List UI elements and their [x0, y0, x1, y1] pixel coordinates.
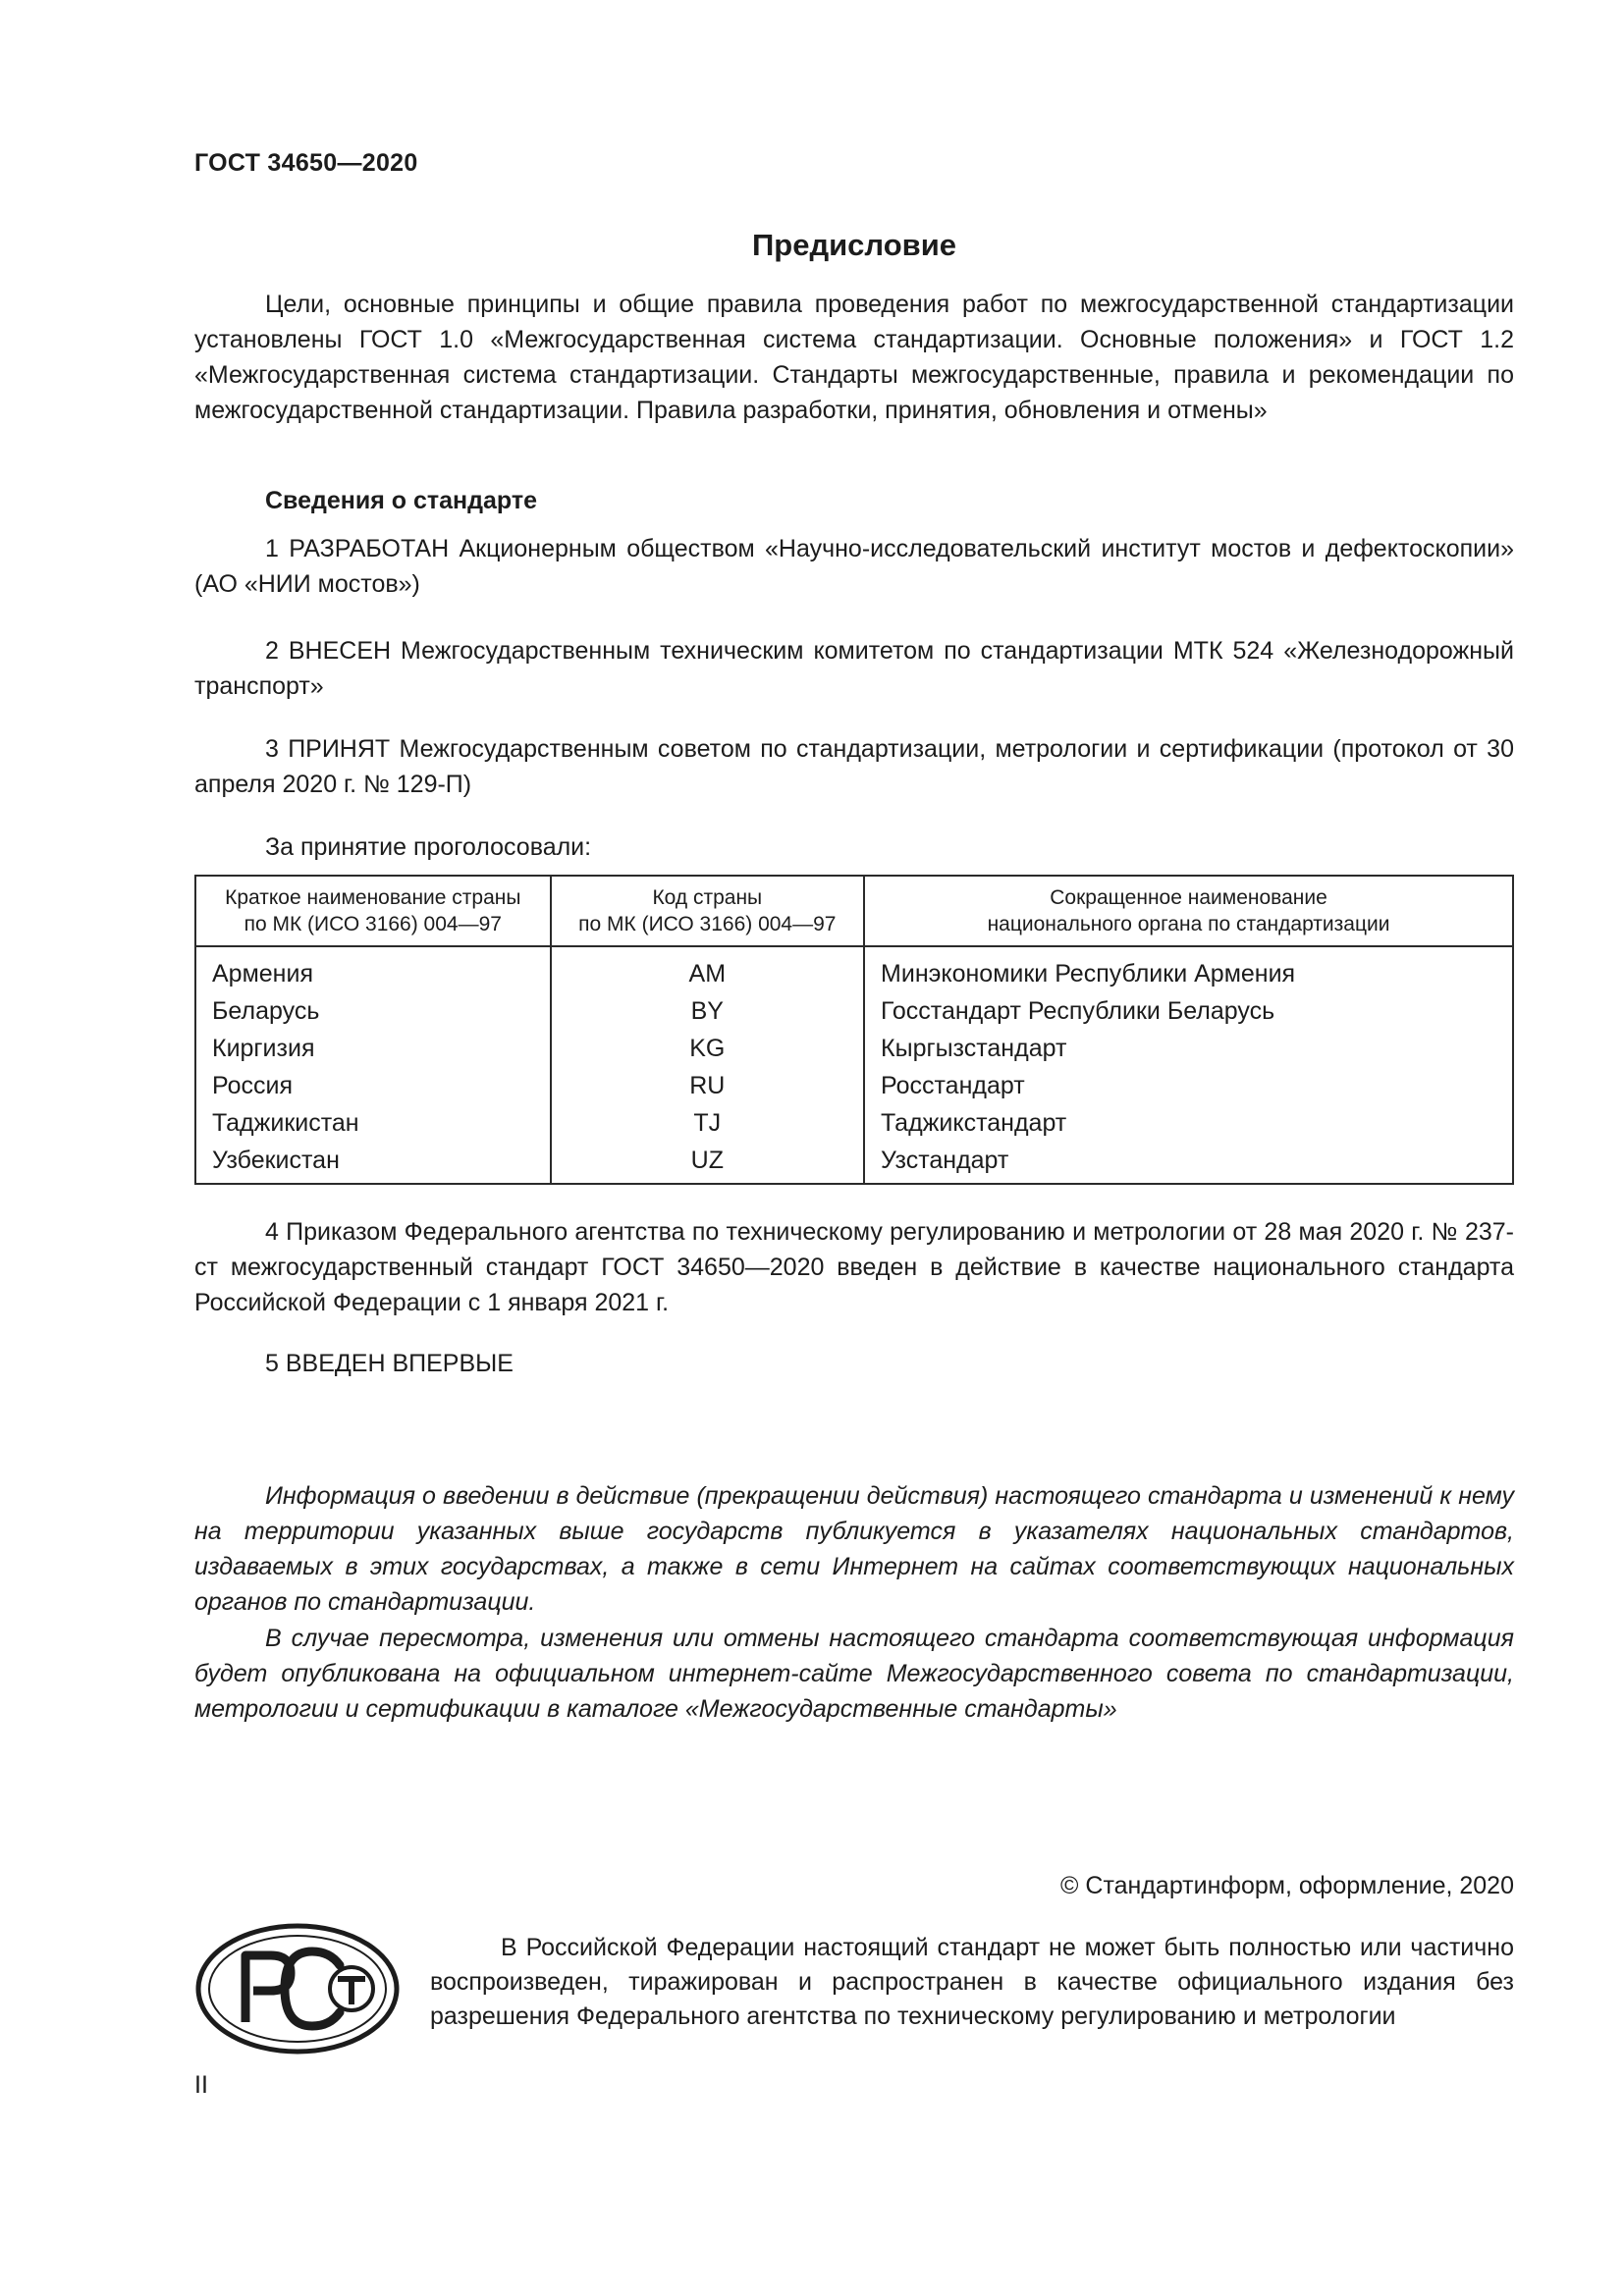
notice-paragraph-2: В случае пересмотра, изменения или отмены настоящего стандарта соответствующая информация будет опубликована на официальном интернет-сайте Межгосударственного совета по стандартизации, метрологии и сертификации в каталоге «Межгосударственные стандарты» — [194, 1625, 1514, 1723]
cell-country: Киргизия — [195, 1030, 551, 1067]
intro-paragraph: Цели, основные принципы и общие правила проведения работ по межгосударственной стандартизации установлены ГОСТ 1.0 «Межгосударственная система стандартизации. Основные положения» и ГОСТ 1.2 «Межгосударственная система стандартизации. Стандарты межгосударственные, правила и рекомендации по межгосударственной стандартизации. Правила разработки, принятия, обновления и отмены» — [194, 291, 1514, 424]
cell-country: Узбекистан — [195, 1142, 551, 1184]
table-row — [195, 1030, 1513, 1067]
rights-notice: В Российской Федерации настоящий стандарт не может быть полностью или частично воспроизведен, тиражирован и распространен в качестве официального издания без разрешения Федерального агентства по техническому регулированию и метрологии — [430, 1934, 1514, 2030]
notice-paragraph-1: Информация о введении в действие (прекращении действия) настоящего стандарта и изменений к нему на территории указанных выше государств публикуется в указателях национальных стандартов, издаваемых в этих государствах, а также в сети Интернет на сайтах соответствующих национальных органов по стандартизации. — [194, 1482, 1514, 1616]
cell-code: UZ — [551, 1142, 864, 1184]
column-header-country: Краткое наименование страны по МК (ИСО 3166) 004—97 — [195, 876, 551, 946]
column-header-code: Код страны по МК (ИСО 3166) 004—97 — [551, 876, 864, 946]
voted-label: За принятие проголосовали: — [265, 833, 592, 861]
cell-body: Росстандарт — [864, 1067, 1513, 1104]
table-row — [195, 992, 1513, 1030]
cell-body: Кыргызстандарт — [864, 1030, 1513, 1067]
document-header: ГОСТ 34650—2020 — [194, 149, 418, 177]
page-title: Предисловие — [751, 228, 956, 262]
cell-body: Минэкономики Республики Армения — [864, 946, 1513, 992]
cell-code: BY — [551, 992, 864, 1030]
voting-countries-table — [194, 875, 1514, 1185]
item-3-adopted: 3 ПРИНЯТ Межгосударственным советом по стандартизации, метрологии и сертификации (протокол от 30 апреля 2020 г. № 129-П) — [194, 735, 1514, 798]
page-number: II — [194, 2071, 208, 2099]
cell-code: RU — [551, 1067, 864, 1104]
table-row — [195, 1067, 1513, 1104]
cell-country: Таджикистан — [195, 1104, 551, 1142]
cell-country: Армения — [195, 946, 551, 992]
item-4-enacted: 4 Приказом Федерального агентства по техническому регулированию и метрологии от 28 мая 2020 г. № 237-ст межгосударственный стандарт ГОСТ 34650—2020 введен в действие в качестве национального стандарта Российской Федерации с 1 января 2021 г. — [194, 1218, 1514, 1316]
copyright-line: © Стандартинформ, оформление, 2020 — [1060, 1872, 1514, 1899]
cell-body: Таджикстандарт — [864, 1104, 1513, 1142]
info-heading: Сведения о стандарте — [265, 487, 538, 514]
cell-code: KG — [551, 1030, 864, 1067]
item-5-first-introduced: 5 ВВЕДЕН ВПЕРВЫЕ — [265, 1350, 514, 1377]
rst-certification-mark-icon — [194, 1922, 401, 2056]
cell-body: Госстандарт Республики Беларусь — [864, 992, 1513, 1030]
column-header-body: Сокращенное наименование национального органа по стандартизации — [864, 876, 1513, 946]
cell-code: TJ — [551, 1104, 864, 1142]
table-row — [195, 1142, 1513, 1184]
item-1-developed: 1 РАЗРАБОТАН Акционерным обществом «Научно-исследовательский институт мостов и дефектоскопии» (АО «НИИ мостов») — [194, 535, 1514, 598]
cell-country: Беларусь — [195, 992, 551, 1030]
cell-body: Узстандарт — [864, 1142, 1513, 1184]
cell-country: Россия — [195, 1067, 551, 1104]
item-2-submitted: 2 ВНЕСЕН Межгосударственным техническим комитетом по стандартизации МТК 524 «Железнодорожный транспорт» — [194, 637, 1514, 700]
cell-code: AM — [551, 946, 864, 992]
table-row — [195, 946, 1513, 992]
table-header-row — [195, 876, 1513, 946]
table-row — [195, 1104, 1513, 1142]
